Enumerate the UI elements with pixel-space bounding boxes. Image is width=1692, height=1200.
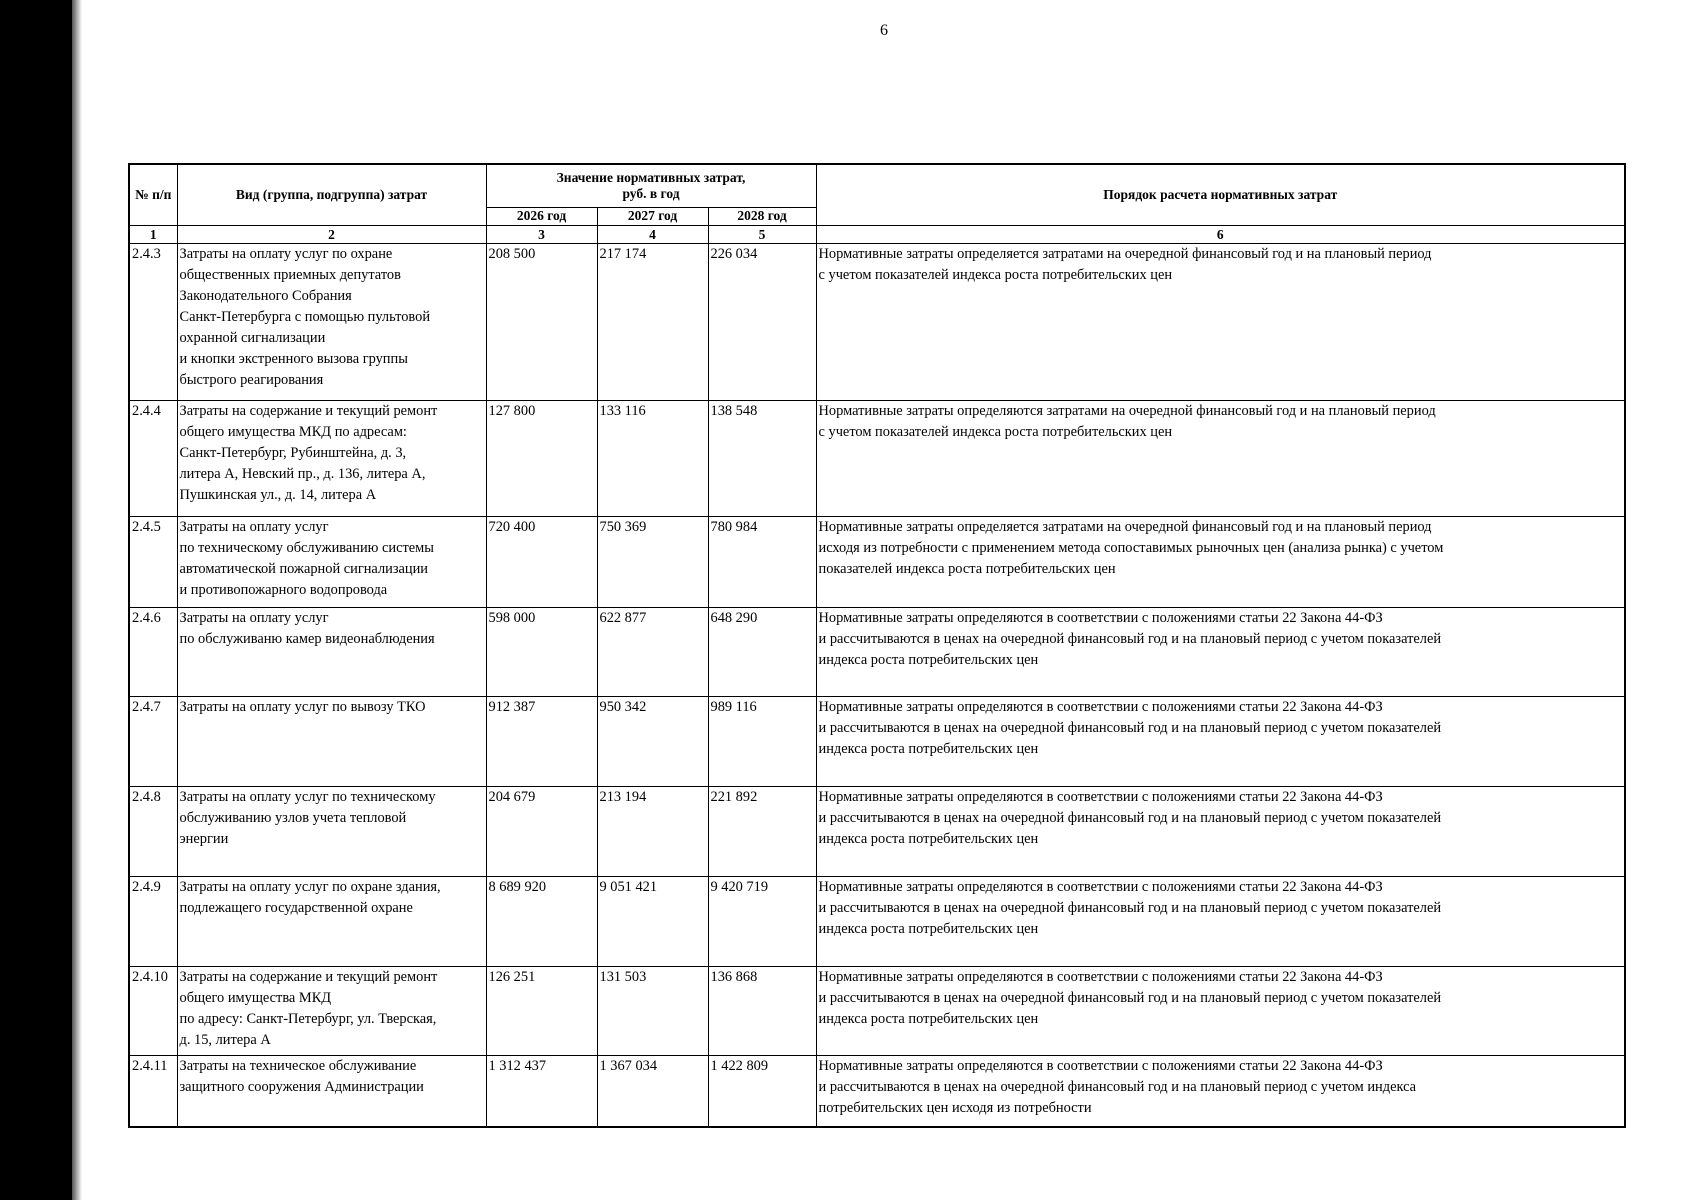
table-row [129,1055,1625,1127]
row-value-2028: 648 290 [708,607,816,696]
row-kind: Затраты на содержание и текущий ремонт общего имущества МКД по адресам: Санкт-Петербург, Рубинштейна, д. 3, литера А, Невский пр., д. 136, литера А, Пушкинская ул., д. 14, литера А [177,400,486,516]
table-row [129,243,1625,400]
table-row [129,696,1625,786]
row-value-2026: 126 251 [486,966,597,1055]
row-value-2026: 912 387 [486,696,597,786]
row-value-2026: 1 312 437 [486,1055,597,1127]
row-num: 2.4.9 [129,876,177,966]
row-value-2027: 213 194 [597,786,708,876]
row-value-2027: 9 051 421 [597,876,708,966]
row-num: 2.4.10 [129,966,177,1055]
header-year-2026: 2026 год [486,207,597,225]
row-method: Нормативные затраты определяются в соответствии с положениями статьи 22 Закона 44-ФЗ и рассчитываются в ценах на очередной финансовый год и на плановый период с учетом показателей индекса роста потребительских цен [816,966,1625,1055]
row-method: Нормативные затраты определяются затратами на очередной финансовый год и на плановый период с учетом показателей индекса роста потребительских цен [816,400,1625,516]
row-value-2026: 720 400 [486,516,597,607]
row-value-2027: 133 116 [597,400,708,516]
table-row [129,966,1625,1055]
row-kind: Затраты на оплату услуг по вывозу ТКО [177,696,486,786]
row-value-2028: 226 034 [708,243,816,400]
row-kind: Затраты на содержание и текущий ремонт общего имущества МКД по адресу: Санкт-Петербург, ул. Тверская, д. 15, литера А [177,966,486,1055]
row-value-2028: 1 422 809 [708,1055,816,1127]
row-method: Нормативные затраты определяются в соответствии с положениями статьи 22 Закона 44-ФЗ и рассчитываются в ценах на очередной финансовый год и на плановый период с учетом индекса потребительских цен исходя из потребности [816,1055,1625,1127]
row-value-2028: 9 420 719 [708,876,816,966]
row-kind: Затраты на оплату услуг по техническому обслуживанию системы автоматической пожарной сигнализации и противопожарного водопровода [177,516,486,607]
table-row [129,876,1625,966]
row-value-2028: 221 892 [708,786,816,876]
scan-edge-fade [72,0,82,1200]
row-value-2028: 780 984 [708,516,816,607]
row-num: 2.4.5 [129,516,177,607]
column-index: 3 [486,225,597,243]
row-value-2028: 138 548 [708,400,816,516]
table-row [129,786,1625,876]
row-value-2026: 208 500 [486,243,597,400]
row-kind: Затраты на оплату услуг по охране общественных приемных депутатов Законодательного Собрания Санкт-Петербурга с помощью пультовой охранной сигнализации и кнопки экстренного вызова группы быстрого реагирования [177,243,486,400]
row-value-2027: 950 342 [597,696,708,786]
column-index: 4 [597,225,708,243]
row-value-2027: 622 877 [597,607,708,696]
table-row [129,607,1625,696]
row-value-2028: 989 116 [708,696,816,786]
row-method: Нормативные затраты определяются в соответствии с положениями статьи 22 Закона 44-ФЗ и рассчитываются в ценах на очередной финансовый год и на плановый период с учетом показателей индекса роста потребительских цен [816,876,1625,966]
table-row [129,516,1625,607]
page-number: 6 [880,22,888,39]
column-index: 6 [816,225,1625,243]
row-value-2027: 750 369 [597,516,708,607]
column-index: 5 [708,225,816,243]
header-year-2027: 2027 год [597,207,708,225]
row-kind: Затраты на техническое обслуживание защитного сооружения Администрации [177,1055,486,1127]
row-value-2026: 127 800 [486,400,597,516]
row-value-2026: 204 679 [486,786,597,876]
row-value-2027: 131 503 [597,966,708,1055]
row-value-2028: 136 868 [708,966,816,1055]
row-value-2026: 8 689 920 [486,876,597,966]
row-kind: Затраты на оплату услуг по техническому обслуживанию узлов учета тепловой энергии [177,786,486,876]
row-num: 2.4.8 [129,786,177,876]
header-kind: Вид (группа, подгруппа) затрат [177,164,486,225]
column-index: 1 [129,225,177,243]
scan-edge [0,0,72,1200]
header-value-group: Значение нормативных затрат, руб. в год [486,164,816,207]
row-num: 2.4.11 [129,1055,177,1127]
row-kind: Затраты на оплату услуг по охране здания, подлежащего государственной охране [177,876,486,966]
row-method: Нормативные затраты определяются в соответствии с положениями статьи 22 Закона 44-ФЗ и рассчитываются в ценах на очередной финансовый год и на плановый период с учетом показателей индекса роста потребительских цен [816,607,1625,696]
column-index: 2 [177,225,486,243]
table-row [129,400,1625,516]
row-method: Нормативные затраты определяется затратами на очередной финансовый год и на плановый период исходя из потребности с применением метода сопоставимых рыночных цен (анализа рынка) с учетом показателей индекса роста потребительских цен [816,516,1625,607]
header-year-2028: 2028 год [708,207,816,225]
row-method: Нормативные затраты определяются в соответствии с положениями статьи 22 Закона 44-ФЗ и рассчитываются в ценах на очередной финансовый год и на плановый период с учетом показателей индекса роста потребительских цен [816,696,1625,786]
header-num: № п/п [129,164,177,225]
row-value-2027: 217 174 [597,243,708,400]
row-method: Нормативные затраты определяется затратами на очередной финансовый год и на плановый период с учетом показателей индекса роста потребительских цен [816,243,1625,400]
row-method: Нормативные затраты определяются в соответствии с положениями статьи 22 Закона 44-ФЗ и рассчитываются в ценах на очередной финансовый год и на плановый период с учетом показателей индекса роста потребительских цен [816,786,1625,876]
row-num: 2.4.7 [129,696,177,786]
row-num: 2.4.4 [129,400,177,516]
cost-standards-table [128,163,1626,1128]
row-num: 2.4.6 [129,607,177,696]
row-num: 2.4.3 [129,243,177,400]
header-method: Порядок расчета нормативных затрат [816,164,1625,225]
row-kind: Затраты на оплату услуг по обслуживаню камер видеонаблюдения [177,607,486,696]
row-value-2026: 598 000 [486,607,597,696]
row-value-2027: 1 367 034 [597,1055,708,1127]
